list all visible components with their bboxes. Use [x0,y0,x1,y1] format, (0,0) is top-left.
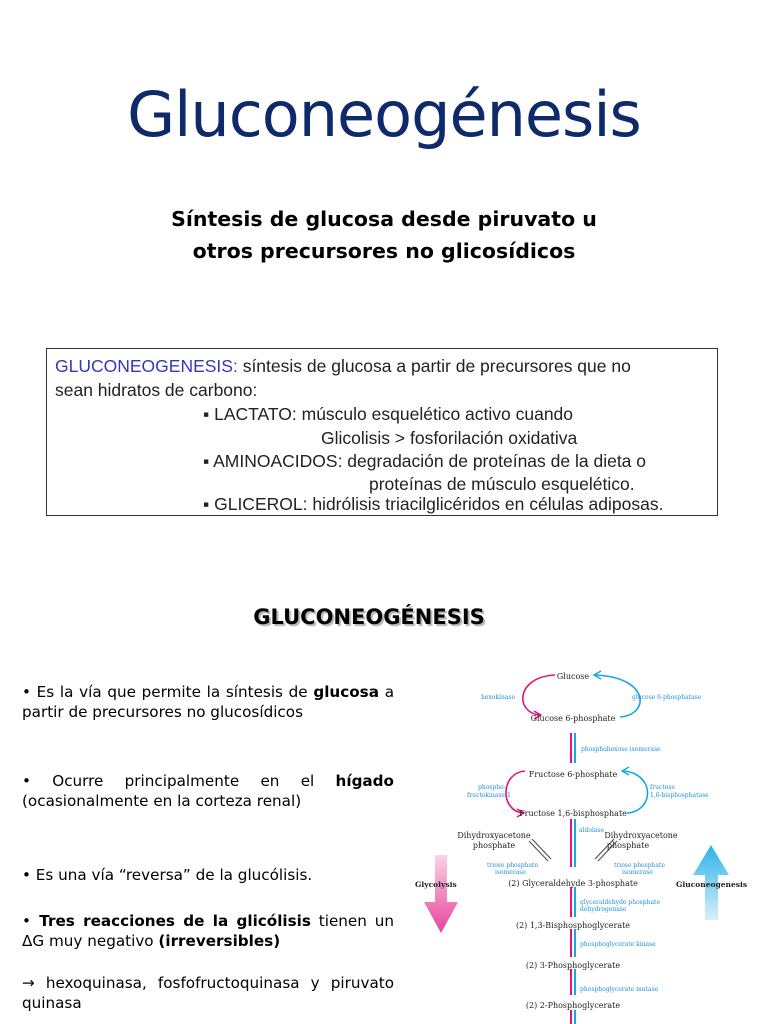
enzyme-pfk1: phospho- [478,784,506,791]
bullet: • [22,683,31,701]
fbpase-arc [623,771,648,813]
enzyme-tpi-right-2: isomerase [622,869,653,876]
enzyme-tpi-left: triose phosphate [487,862,538,869]
metabolite-3pg: (2) 3-Phosphoglycerate [525,961,621,970]
bullet-marker: ▪ [203,404,210,424]
metabolite-f16bp: Fructose 1,6-bisphosphate [519,809,627,818]
metabolite-dhap-left-2: phosphate [472,841,516,850]
metabolite-dhap-left: Dihydroxyacetone [457,831,531,840]
metabolite-bpg: (2) 1,3-Bisphosphoglycerate [515,921,631,930]
bullet-aminoacidos [203,449,646,473]
enzyme-gapdh: glyceraldehyde phosphate [580,899,661,906]
text: a partir de precursores no glucosídicos [22,683,394,721]
bullet-glicerol [203,492,663,516]
enzyme-pgk: phosphoglycerate kinase [580,941,656,948]
enzyme-gapdh-2: dehydrogenase [580,906,627,913]
text: (ocasionalmente en la corteza renal) [22,792,302,810]
enzyme-fbpase: fructose [650,784,675,791]
bullet-lactato-cont: Glicolisis > fosforilación oxidativa [321,428,578,448]
metabolite-dhap-right: Dihydroxyacetone [604,831,678,840]
glycolysis-label: Glycolysis [415,880,457,889]
enzyme-fbpase-2: 1,6-bisphosphatase [650,792,709,799]
definition-keyword: GLUCONEOGENESIS: [55,356,238,376]
enzyme-g6pase: glucose 6-phosphatase [632,694,702,701]
enzyme-tpi-left-2: isomerase [495,869,526,876]
text: Es la vía que permite la síntesis de [30,683,314,701]
subtitle [0,203,768,267]
bold-text: Tres reacciones de la glicólisis [30,912,311,930]
bullet-text: AMINOACIDOS: degradación de proteínas de la dieta o [213,451,647,471]
definition-box [46,348,718,516]
bullet-text: GLICEROL: hidrólisis triacilglicéridos en células adiposas. [214,494,664,514]
bold-text: glucosa [313,683,379,701]
bullet: • [22,912,31,930]
gluconeogenesis-pathway-diagram [405,665,765,1024]
enzyme-aldolase: aldolase [579,827,605,834]
definition-text-1: síntesis de glucosa a partir de precursores que no [237,356,631,376]
subtitle-line-2: otros precursores no glicosídicos [192,239,576,263]
metabolite-dhap-right-2: phosphate [606,841,650,850]
metabolite-2pg: (2) 2-Phosphoglycerate [525,1001,621,1010]
enzyme-tpi-right: triose phosphate [614,862,665,869]
bullet-marker: ▪ [203,494,210,514]
enzyme-pgi: phosphohexose isomerase [581,746,661,753]
gluconeogenesis-label: Gluconeogenesis [676,880,748,889]
bold-text: hígado [335,772,394,790]
bullet: • [22,772,31,790]
metabolite-f6p: Fructose 6-phosphate [528,770,618,779]
point-4 [22,911,394,951]
point-5: → hexoquinasa, fosfofructoquinasa y piruvato quinasa [22,974,394,1012]
definition-line-2: sean hidratos de carbono: [55,380,258,400]
enzyme-pgm: phosphoglycerate mutase [580,986,659,993]
bullet-text: LACTATO: músculo esquelético activo cuando [214,404,574,424]
metabolite-g3p: (2) Glyceraldehyde 3-phosphate [508,879,638,888]
point-2 [22,771,394,811]
bullet-aminoacidos-cont: proteínas de músculo esquelético. [369,474,635,494]
hexokinase-arc [523,675,555,715]
definition-line-1 [55,354,631,378]
metabolite-glucose: Glucose [556,672,590,681]
bullet-lactato [203,402,573,426]
metabolite-g6p: Glucose 6-phosphate [530,714,616,723]
bold-text: (irreversibles) [158,932,281,950]
point-1 [22,682,394,722]
subtitle-line-1: Síntesis de glucosa desde piruvato u [171,207,597,231]
text: Ocurre principalmente en el [30,772,336,790]
enzyme-hexokinase: hexokinase [481,694,516,701]
glycolysis-arrow-icon [424,855,458,933]
text: tienen un ΔG muy negativo [22,912,394,950]
point-3: • Es una vía “reversa” de la glucólisis. [22,866,313,884]
bullet-marker: ▪ [203,451,210,471]
enzyme-pfk1-2: fructokinase-1 [467,792,511,799]
page-title: Gluconeogénesis [127,78,641,151]
section-heading: GLUCONEOGÉNESIS [253,605,485,629]
